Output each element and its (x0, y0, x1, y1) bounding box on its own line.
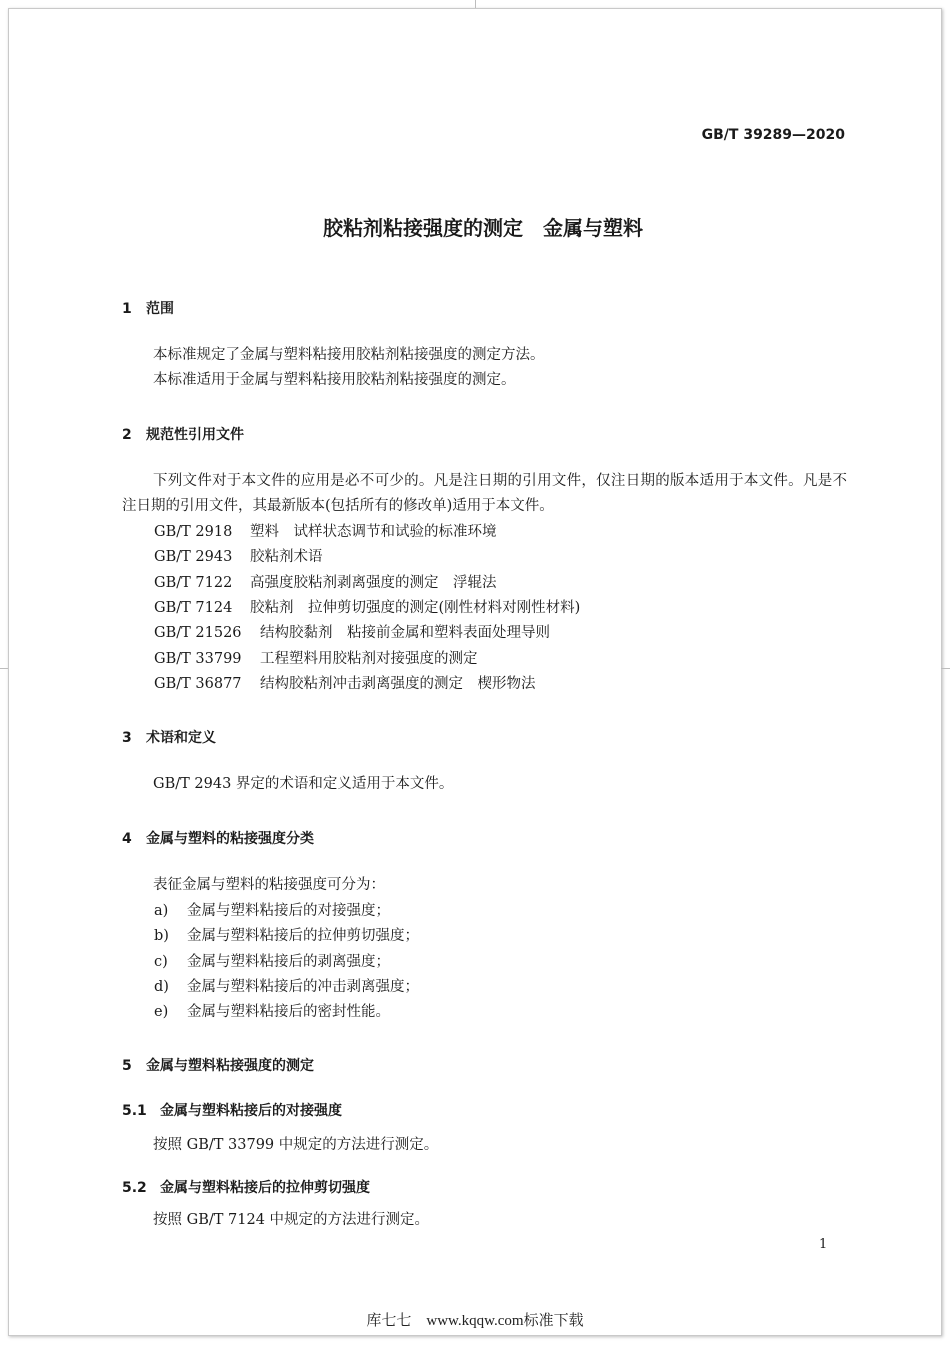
document-title: 胶粘剂粘接强度的测定 金属与塑料 (323, 216, 643, 240)
subsection-heading-5-1: 5.1 金属与塑料粘接后的对接强度 (122, 1103, 342, 1119)
paragraph: 本标准规定了金属与塑料粘接用胶粘剂粘接强度的测定方法。 (153, 347, 545, 363)
section-heading-4: 4 金属与塑料的粘接强度分类 (122, 831, 314, 847)
paragraph: 表征金属与塑料的粘接强度可分为： (153, 877, 385, 893)
paragraph: 按照 GB/T 33799 中规定的方法进行测定。 (153, 1137, 439, 1153)
page-number: 1 (819, 1237, 828, 1252)
reference-item: GB/T 2918 塑料 试样状态调节和试验的标准环境 (154, 524, 497, 540)
reference-item: GB/T 33799 工程塑料用胶粘剂对接强度的测定 (154, 651, 478, 667)
list-item: d) 金属与塑料粘接后的冲击剥离强度； (154, 979, 419, 995)
list-item: b) 金属与塑料粘接后的拉伸剪切强度； (154, 928, 419, 944)
reference-item: GB/T 2943 胶粘剂术语 (154, 549, 323, 565)
crop-mark (475, 0, 476, 8)
paragraph: GB/T 2943 界定的术语和定义适用于本文件。 (153, 776, 454, 792)
reference-item: GB/T 36877 结构胶粘剂冲击剥离强度的测定 楔形物法 (154, 676, 536, 692)
section-heading-3: 3 术语和定义 (122, 730, 216, 746)
list-item: e) 金属与塑料粘接后的密封性能。 (154, 1004, 390, 1020)
paragraph: 下列文件对于本文件的应用是必不可少的。凡是注日期的引用文件，仅注日期的版本适用于本文件。凡是不注日期的引用文件，其最新版本(包括所有的修改单)适用于本文件。 (122, 473, 847, 514)
standard-number: GB/T 39289—2020 (701, 127, 845, 143)
reference-item: GB/T 21526 结构胶黏剂 粘接前金属和塑料表面处理导则 (154, 625, 550, 641)
subsection-heading-5-2: 5.2 金属与塑料粘接后的拉伸剪切强度 (122, 1180, 370, 1196)
section-heading-1: 1 范围 (122, 301, 174, 317)
section-heading-2: 2 规范性引用文件 (122, 427, 244, 443)
reference-item: GB/T 7124 胶粘剂 拉伸剪切强度的测定(刚性材料对刚性材料) (154, 600, 581, 616)
crop-mark (941, 668, 950, 669)
crop-mark (0, 668, 8, 669)
reference-item: GB/T 7122 高强度胶粘剂剥离强度的测定 浮辊法 (154, 575, 497, 591)
section-heading-5: 5 金属与塑料粘接强度的测定 (122, 1058, 314, 1074)
footer-watermark: 库七七 www.kqqw.com标准下载 (366, 1313, 584, 1329)
paragraph: 本标准适用于金属与塑料粘接用胶粘剂粘接强度的测定。 (153, 372, 516, 388)
paragraph: 按照 GB/T 7124 中规定的方法进行测定。 (153, 1212, 430, 1228)
list-item: a) 金属与塑料粘接后的对接强度； (154, 903, 390, 919)
list-item: c) 金属与塑料粘接后的剥离强度； (154, 954, 390, 970)
